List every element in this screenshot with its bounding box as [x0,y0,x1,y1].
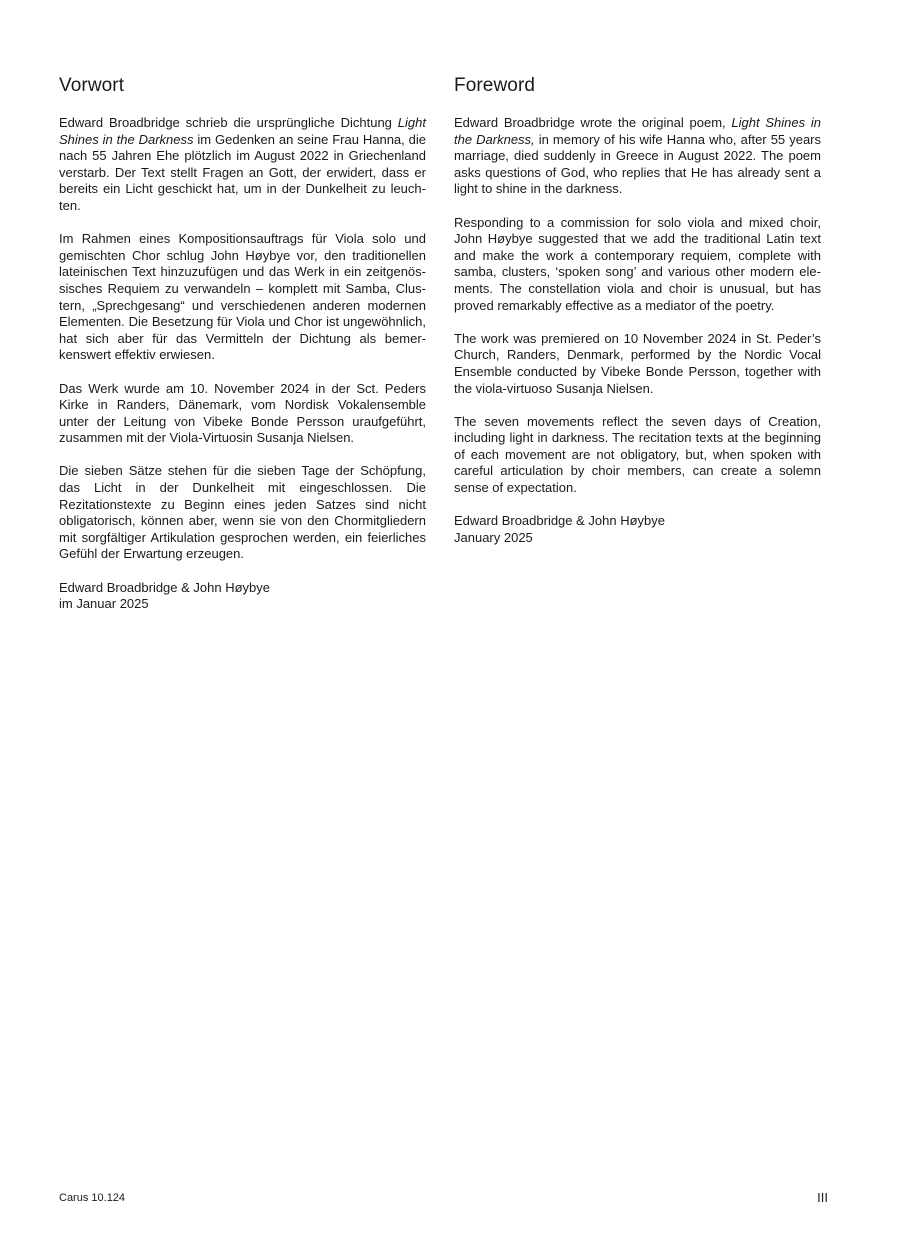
german-paragraph: Die sieben Sätze stehen für die sieben Tage der Schöpfung, das Licht in der Dunkelheit mit eingeschlossen. Die Rezitationstexte zu Beginn eines jeden Satzes sind nicht obligatorisch, können aber, wenn sie von den Chormitgliedern mit sorgfältiger Artikulation gesprochen werden, ein feierliches Gefühl der Erwartung erzeugen. [59,463,426,562]
english-paragraph: Responding to a commission for solo viola and mixed choir, John Høybye suggested that we add the traditional Latin text and make the work a contemporary requiem, complete with samba, clusters, ‘spoken song’ and various other modern elements. The constellation viola and choir is unusual, but has proved remarkably effective as a mediator of the poetry. [454,214,821,313]
english-paragraph: Edward Broadbridge wrote the original poem, Light Shines in the Darkness, in memory of his wife Hanna who, after 55 years marriage, died suddenly in Greece in August 2022. The poem asks questions of God, who replies that He has already sent a light to shine in the darkness. [454,115,822,197]
english-heading: Foreword [454,75,536,96]
german-signature-names: Edward Broadbridge & John Høybye [59,579,271,595]
english-signature-date: January 2025 [454,529,533,545]
italic-title: Light Shines in the Darkness [59,115,426,147]
german-paragraph: Das Werk wurde am 10. November 2024 in der Sct. Peders Kirke in Randers, Dänemark, vom Nordisk Vokalensemble unter der Leitung von Vibeke Bonde Persson uraufgeführt, zusammen mit der Viola-Virtuosin Susanja Nielsen. [59,380,426,446]
german-paragraph: Edward Broadbridge schrieb die ursprüngliche Dichtung Light Shines in the Darkness im Gedenken an seine Frau Hanna, die nach 55 Jahren Ehe plötzlich im August 2022 in Griechenland verstarb. Der Text stellt Fragen an Gott, der erwidert, dass er bereits ein Licht geschickt hat, um in der Dunkelheit zu leuchten. [59,115,427,213]
german-heading: Vorwort [59,75,125,96]
english-signature-names: Edward Broadbridge & John Høybye [454,513,666,529]
german-paragraph: Im Rahmen eines Kompositionsauftrags für Viola solo und gemischten Chor schlug John Høybye vor, den traditionellen lateinischen Text hinzuzufügen und das Werk in ein zeitgenössisches Requiem zu verwandeln – komplett mit Samba, Clustern, „Sprechgesang“ und verschiedenen anderen modernen Elementen. Die Besetzung für Viola und Chor ist ungewöhnlich, hat sich aber für das Vermitteln der Dichtung als bemerkenswert effektiv erwiesen. [59,231,426,363]
catalog-number: Carus 10.124 [59,1192,126,1204]
page-number: III [817,1190,828,1205]
german-column [59,74,426,613]
english-paragraph: The work was premiered on 10 November 2024 in St. Peder’s Church, Randers, Denmark, performed by the Nordic Vocal Ensemble conducted by Vibeke Bonde Persson, together with the viola-virtuoso Susanja Nielsen. [454,330,821,396]
italic-title: Light Shines in the Darkness, [454,115,822,147]
english-column [454,74,821,546]
german-signature-date: im Januar 2025 [59,596,149,612]
english-paragraph: The seven movements reflect the seven days of Creation, including light in darkness. The recitation texts at the beginning of each movement are not obligatory, but, when spoken with careful articulation by choir members, can create a solemn sense of expectation. [454,413,821,496]
